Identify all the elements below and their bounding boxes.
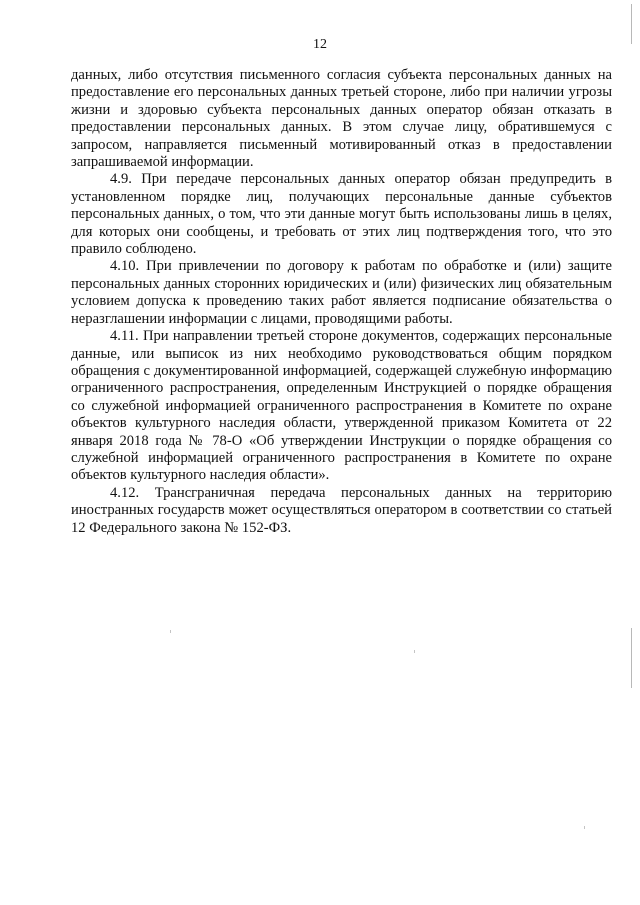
scan-speck <box>170 630 171 633</box>
paragraph-continuation: данных, либо отсутствия письменного согласия субъекта персональных данных на предоставление его персональных данных третьей стороне, либо при наличии угрозы жизни и здоровью субъекта персональных данных оператор обязан отказать в предоставлении персональных данных. В этом случае лицу, обратившемуся с запросом, направляется письменный мотивированный отказ в предоставлении запрашиваемой информации. <box>71 67 612 171</box>
scan-edge-mark <box>631 628 632 688</box>
paragraph-4-11: 4.11. При направлении третьей стороне документов, содержащих персональные данные, или выписок из них необходимо руководствоваться общим порядком обращения с документированной информацией, содержащей служебную информацию ограниченного распространения, определенным Инструкцией о порядке обращения со служебной информацией ограниченного распространения в Комитете по охране объектов культурного наследия области, утвержденной приказом Комитета от 22 января 2018 года № 78-О «Об утверждении Инструкции о порядке обращения со служебной информацией ограниченного распространения в Комитете по охране объектов культурного наследия области». <box>71 328 612 484</box>
page-number: 12 <box>313 37 327 52</box>
body-text <box>71 67 612 537</box>
scan-speck <box>584 826 585 829</box>
paragraph-4-9: 4.9. При передаче персональных данных оператор обязан предупредить в установленном порядке лиц, получающих персональные данные субъектов персональных данных, о том, что эти данные могут быть использованы лишь в целях, для которых они сообщены, и требовать от этих лиц подтверждения того, что это правило соблюдено. <box>71 171 612 258</box>
scan-edge-mark <box>631 4 632 44</box>
paragraph-4-12: 4.12. Трансграничная передача персональных данных на территорию иностранных государств может осуществляться оператором в соответствии со статьей 12 Федерального закона № 152-ФЗ. <box>71 484 612 536</box>
scan-speck <box>414 650 415 653</box>
paragraph-4-10: 4.10. При привлечении по договору к работам по обработке и (или) защите персональных данных сторонних юридических и (или) физических лиц обязательным условием допуска к проведению таких работ является подписание обязательства о неразглашении информации с лицами, проводящими работы. <box>71 258 612 327</box>
